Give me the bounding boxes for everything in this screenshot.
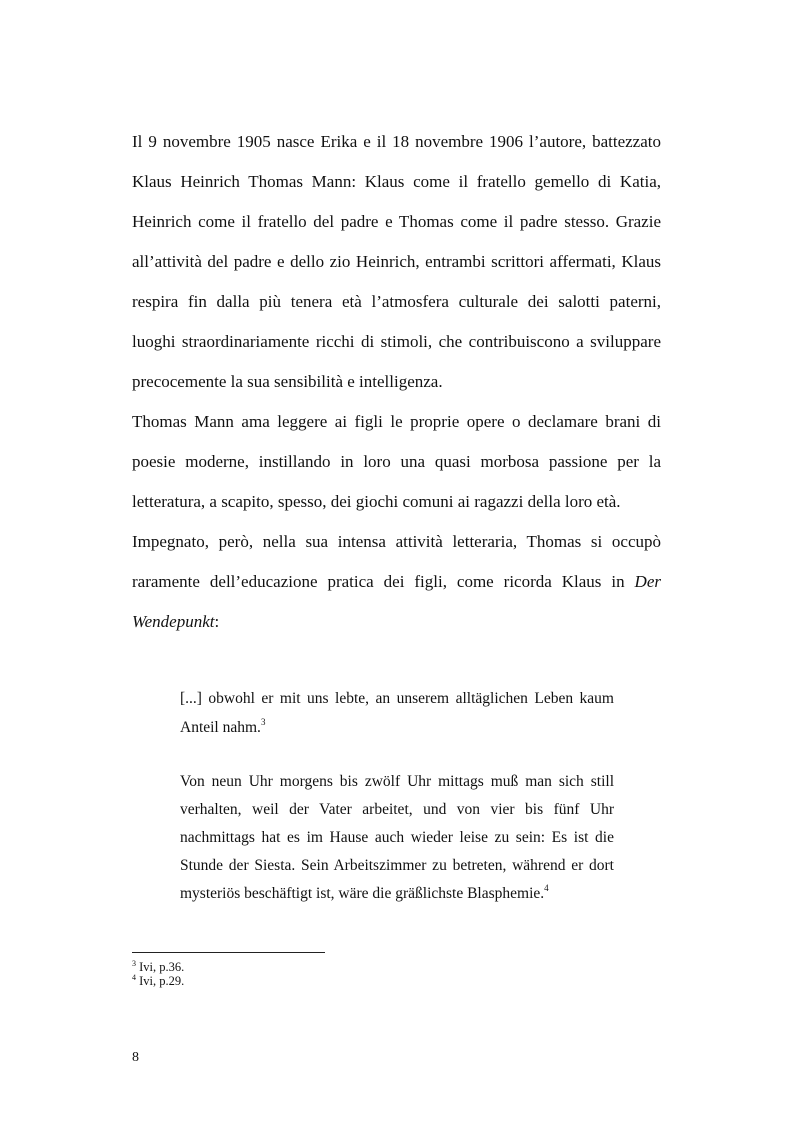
text-line: Heinrich come il fratello del padre e Thomas come il padre stesso. Grazie xyxy=(132,212,661,231)
text-line xyxy=(132,610,661,634)
text-line: Klaus Heinrich Thomas Mann: Klaus come il fratello gemello di Katia, xyxy=(132,172,661,191)
quote-line: verhalten, weil der Vater arbeitet, und von vier bis fünf Uhr xyxy=(180,801,614,818)
quote-line: nachmittags hat es im Hause auch wieder leise zu sein: Es ist die xyxy=(180,829,614,846)
quote-line: [...] obwohl er mit uns lebte, an unserem alltäglichen Leben kaum xyxy=(180,690,614,707)
quote-line xyxy=(180,883,614,905)
quote-text: Anteil nahm. xyxy=(180,719,261,736)
quote-line xyxy=(180,717,614,739)
text-line: respira fin dalla più tenera età l’atmosfera culturale dei salotti paterni, xyxy=(132,292,661,311)
footnote xyxy=(132,974,184,988)
quote-line: Stunde der Siesta. Sein Arbeitszimmer zu betreten, während er dort xyxy=(180,857,614,874)
book-title: Wendepunkt xyxy=(132,612,215,631)
text-line: Il 9 novembre 1905 nasce Erika e il 18 novembre 1906 l’autore, battezzato xyxy=(132,132,661,151)
text-segment: raramente dell’educazione pratica dei figli, come ricorda Klaus in xyxy=(132,572,635,591)
text-line xyxy=(132,570,661,594)
text-line: Thomas Mann ama leggere ai figli le proprie opere o declamare brani di xyxy=(132,412,661,431)
book-title: Der xyxy=(634,572,661,591)
footnote-number: 4 xyxy=(132,973,136,982)
footnote-ref[interactable]: 4 xyxy=(544,883,549,893)
footnote-ref[interactable]: 3 xyxy=(260,717,266,727)
quote-text: mysteriös beschäftigt ist, wäre die gräßlichste Blasphemie. xyxy=(180,885,545,902)
text-line: precocemente la sua sensibilità e intelligenza. xyxy=(132,372,443,391)
footnote xyxy=(132,960,184,974)
footnote-separator xyxy=(132,952,325,953)
text-line: all’attività del padre e dello zio Heinrich, entrambi scrittori affermati, Klaus xyxy=(132,252,661,271)
footnote-text: Ivi, p.29. xyxy=(136,974,185,988)
footnote-text: Ivi, p.36. xyxy=(136,960,185,974)
text-line: luoghi straordinariamente ricchi di stimoli, che contribuiscono a sviluppare xyxy=(132,332,661,351)
page-number: 8 xyxy=(132,1050,139,1065)
quote-line: Von neun Uhr morgens bis zwölf Uhr mittags muß man sich still xyxy=(180,773,614,790)
text-line: poesie moderne, instillando in loro una quasi morbosa passione per la xyxy=(132,452,661,471)
footnote-number: 3 xyxy=(132,959,136,968)
text-line: letteratura, a scapito, spesso, dei giochi comuni ai ragazzi della loro età. xyxy=(132,492,621,511)
text-segment: : xyxy=(214,612,220,631)
text-line: Impegnato, però, nella sua intensa attività letteraria, Thomas si occupò xyxy=(132,532,661,551)
